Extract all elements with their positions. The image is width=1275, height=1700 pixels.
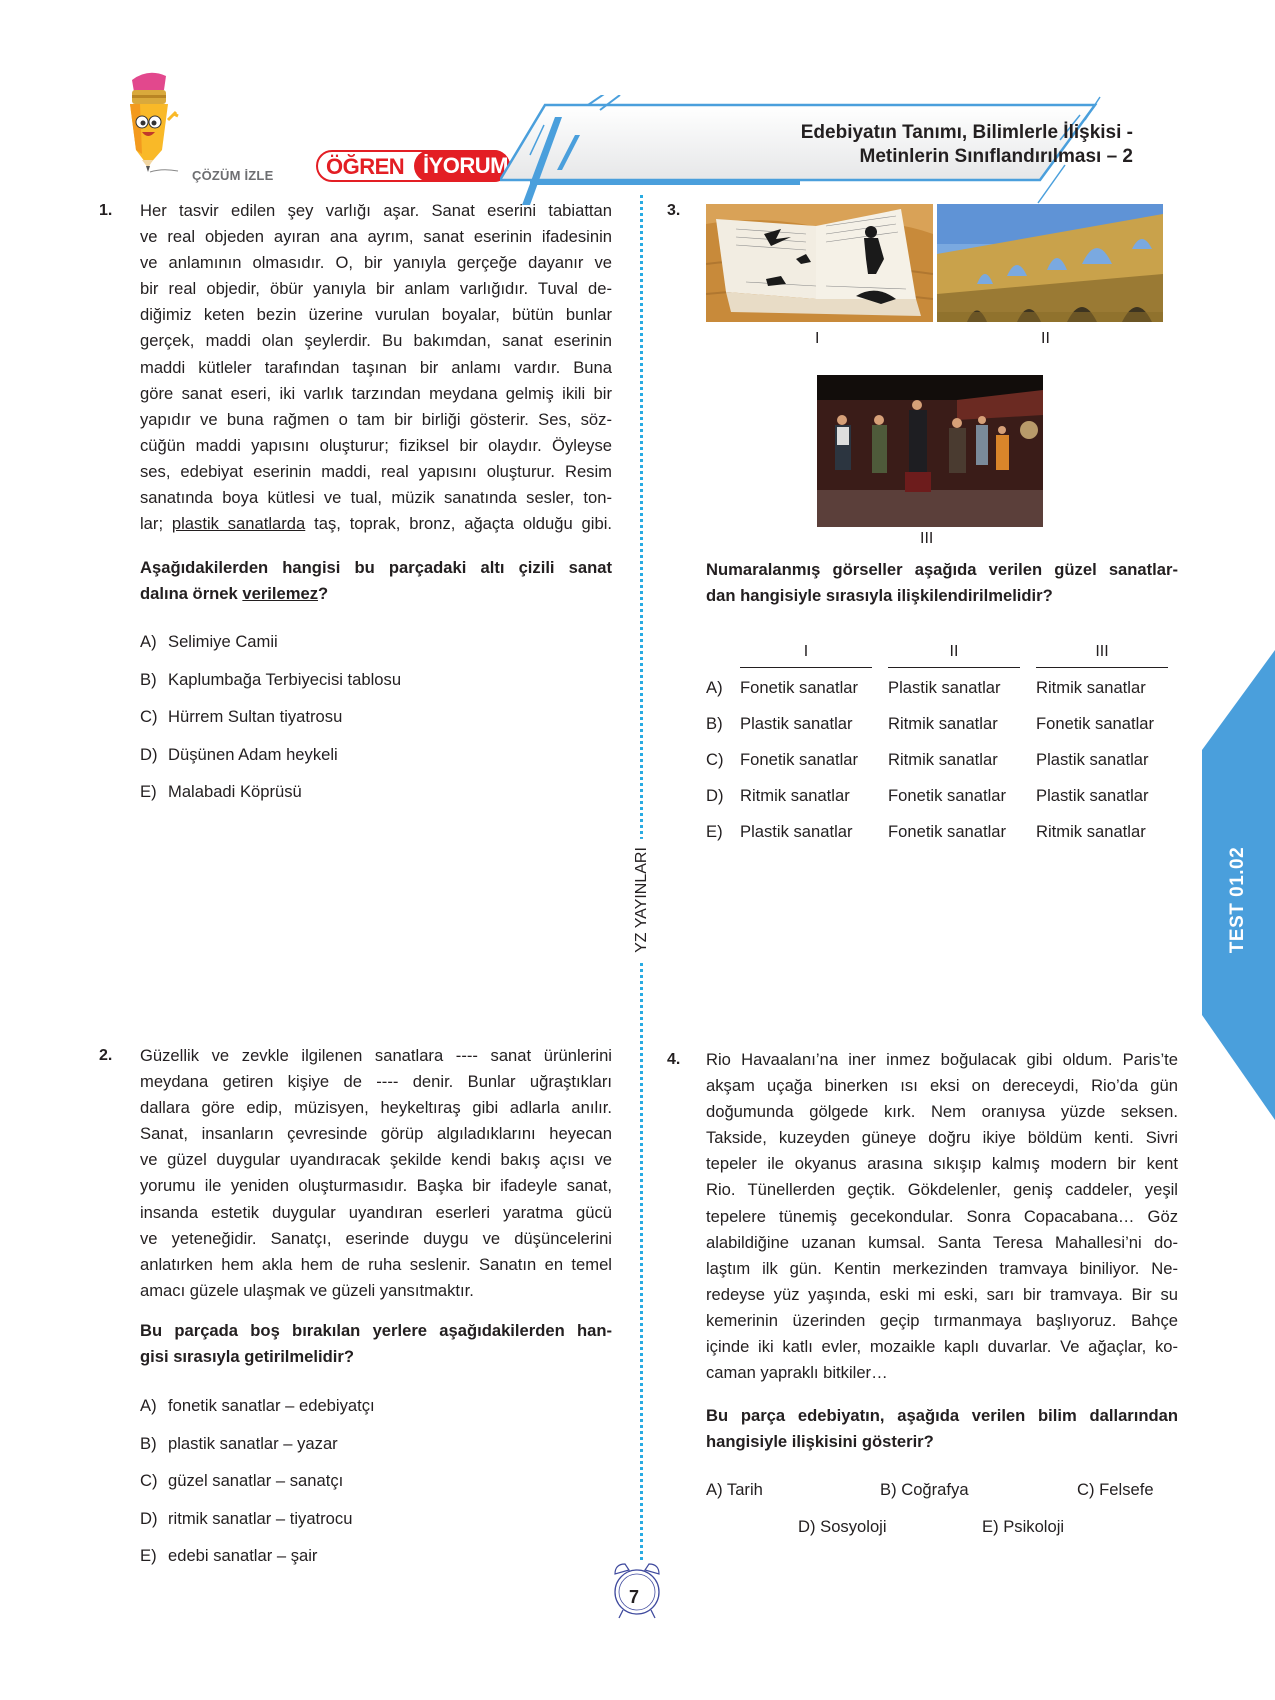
- image-book-silhouettes: [706, 204, 933, 322]
- question-4-prompt-line-2: hangisiyle ilişkisini gösterir?: [706, 1432, 934, 1452]
- option-e[interactable]: [706, 822, 1176, 842]
- question-1-prompt-line-1: Aşağıdakilerden hangisi bu parçadaki altı çizili sanat: [140, 558, 612, 577]
- option-c[interactable]: [140, 707, 342, 727]
- option-cell: Plastik sanatlar: [740, 822, 853, 841]
- column-underline-ii: [888, 667, 1020, 668]
- question-3-prompt: [706, 557, 1178, 609]
- passage-line: gerçek, maddi olan şeylerdir. Bu bakımdan, sanat eserinin: [140, 331, 612, 351]
- option-letter: A): [140, 1396, 157, 1415]
- option-cell: Plastik sanatlar: [740, 714, 853, 733]
- option-cell: Ritmik sanatlar: [740, 786, 850, 805]
- passage-line: sanatında boya kütlesi ve tual, müzik sanatında sesler, ton-: [140, 488, 612, 508]
- option-d[interactable]: [706, 786, 1176, 806]
- option-cell: Plastik sanatlar: [1036, 750, 1149, 769]
- question-2-prompt-line-2: gisi sırasıyla getirilmelidir?: [140, 1347, 354, 1367]
- option-letter: C): [140, 707, 158, 726]
- question-4-prompt-line-1: Bu parça edebiyatın, aşağıda verilen bilim dallarından: [706, 1406, 1178, 1425]
- passage-line-last: [140, 511, 612, 537]
- passage-line: doğumunda gölgede kırk. Nem oranıysa yüzde seksen.: [706, 1102, 1178, 1122]
- text: taş, toprak, bronz, ağaçta olduğu gibi.: [305, 514, 612, 534]
- page-number: 7: [629, 1587, 640, 1607]
- passage-line: cüğün maddi yapısını oluşturur; fiziksel bir olaydır. Öyleyse: [140, 435, 612, 455]
- passage-line: tepeler ile okyanus arasına sıkışıp kalmış modern bir kent: [706, 1154, 1178, 1174]
- option-text: edebi sanatlar – şair: [168, 1546, 318, 1565]
- passage-line: Güzellik ve zevkle ilgilenen sanatlara ---- sanat ürünlerini: [140, 1046, 612, 1065]
- question-1-prompt: [140, 555, 612, 607]
- option-text: Selimiye Camii: [168, 632, 278, 651]
- image-theater-stage: [817, 375, 1043, 527]
- question-2-prompt-line-1: Bu parçada boş bırakılan yerlere aşağıdakilerden han-: [140, 1321, 612, 1340]
- ogreniyorum-logo: [316, 150, 510, 182]
- option-d[interactable]: D) Sosyoloji: [798, 1517, 887, 1536]
- passage-line: ve real objeden ayıran ana ayrım, sanat eserinin ifadesinin: [140, 227, 612, 247]
- option-text: güzel sanatlar – sanatçı: [168, 1471, 344, 1490]
- passage-line: kemerinin üzerinden geçip tırmanmaya başlıyoruz. Bahçe: [706, 1310, 1178, 1330]
- column-header-iii: III: [1095, 643, 1109, 660]
- option-cell: Plastik sanatlar: [888, 678, 1001, 697]
- option-letter: D): [706, 786, 724, 805]
- question-4-number: 4.: [667, 1051, 681, 1068]
- option-letter: E): [140, 782, 157, 801]
- passage-line: laştım ilk gün. Kentin merkezinden tramvaya biniliyor. Ne-: [706, 1258, 1178, 1278]
- page-title-line-2: Metinlerin Sınıflandırılması – 2: [859, 146, 1133, 167]
- option-d[interactable]: [140, 1509, 352, 1529]
- passage-line: tepelere tünemiş gecekondular. Sonra Copacabana… Göz: [706, 1206, 1178, 1226]
- question-2-prompt: [140, 1318, 612, 1370]
- question-1-prompt-line-2: dalına örnek verilemez?: [140, 584, 329, 604]
- option-text: plastik sanatlar – yazar: [168, 1433, 338, 1453]
- option-text: ritmik sanatlar – tiyatrocu: [168, 1508, 353, 1528]
- option-cell: Plastik sanatlar: [1036, 786, 1149, 805]
- image-label-i: I: [815, 330, 820, 347]
- passage-line: içinde iki katlı evler, mozaikle kaplı duvarlar. Ve ağaçlar, ko-: [706, 1337, 1178, 1357]
- option-letter: B): [140, 669, 157, 689]
- option-a[interactable]: [140, 632, 278, 652]
- passage-line: meydana getiren kişiye de ---- denir. Bunlar uğraştıkları: [140, 1072, 612, 1092]
- question-2-number: 2.: [99, 1047, 113, 1064]
- option-cell: Ritmik sanatlar: [1036, 822, 1146, 841]
- passage-line: caman yapraklı bitkiler…: [706, 1363, 888, 1383]
- option-b[interactable]: [706, 714, 1176, 734]
- option-c[interactable]: [706, 750, 1176, 770]
- passage-line: ses, edebiyat eserinin maddi, real yapısını oluşturur. Resim: [140, 461, 612, 481]
- passage-line: Her tasvir edilen şey varlığı aşar. Sanat eserini tabiattan: [140, 201, 612, 220]
- passage-line: redeyse yüz yaşında, eski mi eski, sarı bir tramvaya. Bir su: [706, 1284, 1178, 1304]
- passage-line: göre sanat eseri, iki varlık tarzından meydana gelmiş ikili bir: [140, 383, 612, 403]
- option-letter: D): [140, 1508, 158, 1528]
- column-header-i: I: [803, 643, 809, 660]
- image-label-ii: II: [1041, 330, 1050, 347]
- question-1-passage: [140, 198, 612, 537]
- passage-line: akşam uçağa binerken ısı eksi on dereceydi, Rio’da gün: [706, 1076, 1178, 1096]
- page-title-line-1: Edebiyatın Tanımı, Bilimlerle İlişkisi -: [800, 122, 1133, 143]
- option-text: Düşünen Adam heykeli: [168, 744, 338, 764]
- option-a[interactable]: [140, 1396, 375, 1416]
- option-cell: Fonetik sanatlar: [740, 750, 859, 769]
- underlined-phrase: plastik sanatlarda: [171, 514, 306, 534]
- logo-text-right: İYORUM: [423, 152, 508, 178]
- option-letter: C): [706, 750, 724, 769]
- option-b[interactable]: [140, 670, 401, 690]
- option-text: Malabadi Köprüsü: [168, 782, 302, 801]
- publisher-label: YZ YAYINLARI: [633, 839, 651, 961]
- cozum-izle-label[interactable]: ÇÖZÜM İZLE: [192, 168, 274, 183]
- question-2-passage: [140, 1043, 612, 1304]
- passage-line: anlatırken hem akla hem de ruha seslenir. Sanatın en temel: [140, 1254, 612, 1274]
- logo-text-left: ÖĞREN: [326, 154, 405, 179]
- option-cell: Ritmik sanatlar: [888, 714, 998, 733]
- option-e[interactable]: [140, 782, 302, 802]
- passage-line: Sanat, insanların çevresinde görüp algıladıklarını heyecan: [140, 1124, 612, 1144]
- option-cell: Fonetik sanatlar: [888, 786, 1007, 805]
- question-4-passage: [706, 1047, 1178, 1386]
- option-text: Hürrem Sultan tiyatrosu: [168, 707, 343, 726]
- question-3-prompt-line-1: Numaralanmış görseller aşağıda verilen güzel sanatlar-: [706, 560, 1178, 579]
- option-letter: B): [706, 714, 723, 733]
- passage-line: diğimiz keten bezin üzerine vurulan boyalar, bütün bunlar: [140, 305, 612, 325]
- option-cell: Fonetik sanatlar: [740, 678, 859, 697]
- passage-line: amacı güzele ulaşmak ve güzeli yansıtmaktır.: [140, 1280, 474, 1300]
- option-text: Kaplumbağa Terbiyecisi tablosu: [168, 669, 402, 689]
- question-4-prompt: [706, 1403, 1178, 1455]
- option-a[interactable]: A) Tarih: [706, 1480, 763, 1499]
- option-cell: Fonetik sanatlar: [888, 822, 1007, 841]
- passage-line: insanda estetik duygular uyandıran eserleri yaratma gücü: [140, 1202, 612, 1222]
- option-cell: Ritmik sanatlar: [1036, 678, 1146, 697]
- passage-line: Rio Havaalanı’na iner inmez boğulacak gibi oldum. Paris’te: [706, 1050, 1178, 1069]
- image-aqueduct: [937, 204, 1163, 322]
- column-underline-i: [740, 667, 872, 668]
- passage-line: bir real objedir, öbür yanıyla bir anlam varlığıdır. Tuval de-: [140, 279, 612, 299]
- option-b[interactable]: [140, 1434, 338, 1454]
- pencil-mascot-icon: [118, 68, 180, 176]
- option-letter: A): [706, 678, 723, 697]
- option-e[interactable]: E) Psikoloji: [982, 1517, 1065, 1536]
- option-letter: B): [140, 1433, 157, 1453]
- passage-line: alabildiğine uzanan kumsal. Santa Teresa Mahallesi’ni do-: [706, 1232, 1178, 1252]
- passage-line: yorumu ile yeniden oluşturmasıdır. Başka bir ifadeyle sanat,: [140, 1176, 612, 1196]
- option-letter: C): [140, 1471, 158, 1490]
- passage-line: maddi kütleler tarafından taşınan bir anlamı vardır. Buna: [140, 357, 612, 377]
- text: lar;: [140, 514, 172, 534]
- question-3-prompt-line-2: dan hangisiyle sırasıyla ilişkilendirilmelidir?: [706, 586, 1053, 606]
- passage-line: ve yeteneğidir. Sanatçı, eserinde duygu ve düşüncelerini: [140, 1228, 612, 1248]
- column-header-ii: II: [949, 643, 959, 660]
- underlined-negation: verilemez: [242, 584, 319, 604]
- passage-line: dallara göre edip, müzisyen, heykeltıraş gibi adlarla anılır.: [140, 1098, 612, 1118]
- passage-line: Rio. Tünellerden geçtik. Gökdelenler, geniş caddeler, yeşil: [706, 1180, 1178, 1200]
- option-letter: D): [140, 744, 158, 764]
- option-c[interactable]: C) Felsefe: [1077, 1480, 1154, 1499]
- option-cell: Fonetik sanatlar: [1036, 714, 1155, 733]
- question-3-number: 3.: [667, 202, 681, 219]
- option-letter: E): [706, 822, 723, 841]
- passage-line: ve güzel duygular uyandıracak şekilde kendi bakış açısı ve: [140, 1150, 612, 1170]
- test-number-label: TEST 01.02: [1227, 846, 1248, 954]
- passage-line: yapıdır ve buna rağmen o tam bir birliği gösterir. Ses, söz-: [140, 409, 612, 429]
- column-underline-iii: [1036, 667, 1168, 668]
- option-e[interactable]: [140, 1546, 317, 1566]
- option-d[interactable]: [140, 745, 338, 765]
- option-text: fonetik sanatlar – edebiyatçı: [168, 1396, 375, 1415]
- option-c[interactable]: [140, 1471, 343, 1491]
- option-letter: A): [140, 632, 157, 651]
- passage-line: ve anlamının olmasıdır. O, bir yanıyla gerçeğe dayanır ve: [140, 253, 612, 273]
- option-letter: E): [140, 1546, 157, 1565]
- image-label-iii: III: [920, 530, 934, 547]
- passage-line: Takside, kuzeyden güneye doğru ikiye böldüm kenti. Sivri: [706, 1128, 1178, 1148]
- question-1-number: 1.: [99, 202, 113, 219]
- option-b[interactable]: B) Coğrafya: [880, 1480, 969, 1499]
- option-cell: Ritmik sanatlar: [888, 750, 998, 769]
- option-a[interactable]: [706, 678, 1176, 698]
